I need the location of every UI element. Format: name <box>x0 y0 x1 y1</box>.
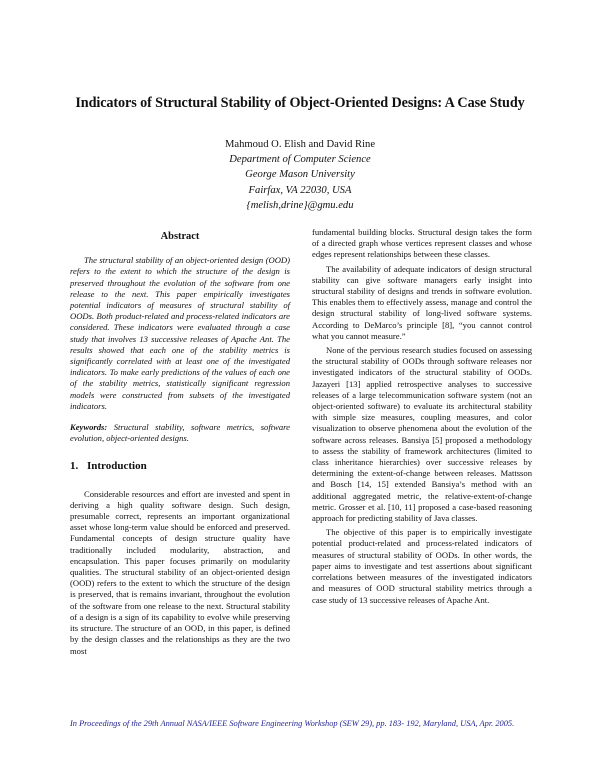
section-title: Introduction <box>87 460 147 473</box>
publication-footer: In Proceedings of the 29th Annual NASA/IEEE Software Engineering Workshop (SEW 29), pp. 183- 192, Maryland, USA, Apr. 2005. <box>70 719 515 728</box>
intro-paragraph: The availability of adequate indicators of design structural stability can give software managers early insight into structural stability of designs and trends in software evolution. This enables them to effectively assess, manage and control the design structural stability of long-lived software systems. According to DeMarco’s principle [8], “you cannot control what you cannot measure.” <box>312 263 532 341</box>
keywords-text: Structural stability, software metrics, software evolution, object-oriented designs. <box>70 422 290 444</box>
author-department: Department of Computer Science <box>229 154 371 166</box>
author-email[interactable]: {melish,drine}@gmu.edu <box>246 199 354 211</box>
intro-paragraph: None of the pervious research studies focused on assessing the structural stability of OODs through software releases nor investigated indicators of the structural stability of OODs. Jazayeri [13] applied retrospective analyses to successive releases of a large telecommunication software system (not an object-oriented software) to evaluate its architectural stability with simple size measures, coupling measures, and color visualization to observe phenomena about the evolution of the software across releases. Bansiya [5] proposed a methodology to assess the stability of framework architectures (limited to class inheritance hierarchies) over successive releases by determining the extent-of-change between releases. Mattsson and Bosch [14, 15] extended Bansiya’s method with an additional aggregated metric, the relative-extent-of-change metric. Grosser et al. [10, 11] proposed a case-based reasoning approach for predicting stability of Java classes. <box>312 345 532 524</box>
abstract-text: The structural stability of an object-oriented design (OOD) refers to the extent to which the structure of the design is preserved throughout the evolution of the software from one release to the next. This paper empirically investigates potential indicators of measures of structural stability of OODs. Both product-related and process-related indicators are considered. These indicators were evaluated through a case study that involves 13 successive releases of Apache Ant. The results showed that each one of the stability metrics is significantly correlated with at least one of the investigated indicators. To make early predictions of the values of each one of the stability metrics, statistically significant regression models were constructed from subsets of the investigated indicators. <box>70 255 290 411</box>
right-column <box>312 227 532 606</box>
intro-paragraph: fundamental building blocks. Structural design takes the form of a directed graph whose vertices represent classes and whose edges represent relationships between these classes. <box>312 227 532 260</box>
author-names: Mahmoud O. Elish and David Rine <box>224 139 376 150</box>
section-number: 1. <box>70 460 79 473</box>
intro-paragraph: The objective of this paper is to empirically investigate potential product-related and process-related indicators of measures of structural stability of OODs. In other words, the paper aims to investigate and test assertions about significant correlations between measures of the investigated indicators and measures of OOD structural stability metrics through a case study of 13 successive releases of Apache Ant. <box>312 527 532 605</box>
intro-paragraph: Considerable resources and effort are invested and spent in deriving a high quality software design. Such design, presumable correct, represents an important organizational asset whose long-term value should be enforced and preserved. Fundamental concepts of design structure quality have traditionally included modularity, abstraction, and encapsulation. This paper focuses primarily on modularity qualities. The structural stability of an object-oriented design (OOD) refers to the extent to which the structure of the design is preserved, that is remains invariant, throughout the evolution of the software from one release to the next. Structural stability of a design is a sign of its capability to evolve while preserving its structure. The structure of an OOD, in this paper, is defined by the design classes and the relationships as they are the two most <box>70 488 290 656</box>
left-column <box>70 228 290 657</box>
keywords-label: Keywords: <box>70 422 108 433</box>
author-block <box>100 137 500 213</box>
paper-title: Indicators of Structural Stability of Object-Oriented Designs: A Case Study <box>75 95 525 111</box>
keywords <box>70 422 290 444</box>
abstract-heading: Abstract <box>160 231 200 242</box>
section-heading-introduction <box>70 461 290 472</box>
author-university: George Mason University <box>245 169 355 181</box>
author-location: Fairfax, VA 22030, USA <box>248 184 352 196</box>
